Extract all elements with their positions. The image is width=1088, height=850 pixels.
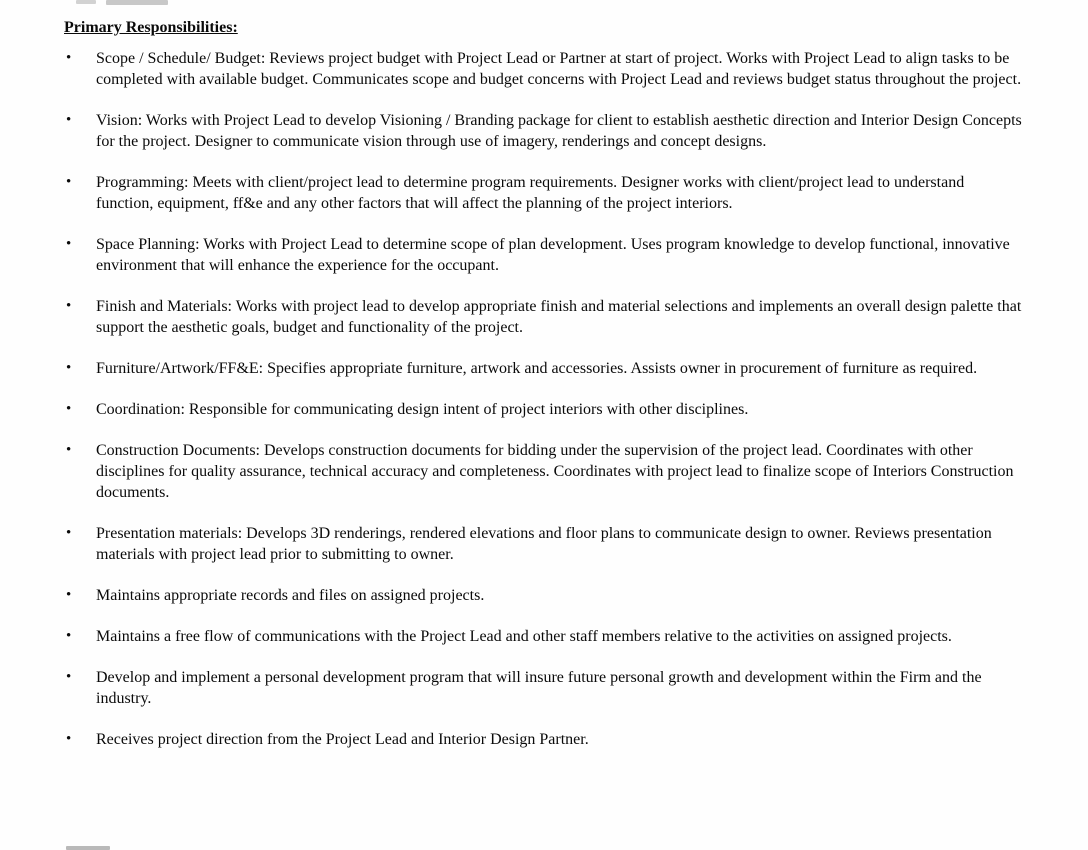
list-item-text: Maintains appropriate records and files on assigned projects. <box>96 587 485 604</box>
list-item <box>0 585 1028 606</box>
list-item-text: Furniture/Artwork/FF&E: Specifies appropriate furniture, artwork and accessories. Assists owner in procurement of furniture as required. <box>96 360 978 377</box>
list-item-text: Space Planning: Works with Project Lead to determine scope of plan development. Uses program knowledge to develop functional, innovative environment that will enhance the experience for the occupant. <box>96 236 1010 274</box>
bullet-icon: • <box>66 731 72 747</box>
list-item <box>0 440 1028 503</box>
list-item-text: Vision: Works with Project Lead to develop Visioning / Branding package for client to establish aesthetic direction and Interior Design Concepts for the project. Designer to communicate vision through use of imagery, renderings and concept designs. <box>96 112 1022 150</box>
list-item-text: Presentation materials: Develops 3D renderings, rendered elevations and floor plans to communicate design to owner. Reviews presentation materials with project lead prior to submitting to owner. <box>96 525 992 563</box>
list-item-text: Programming: Meets with client/project lead to determine program requirements. Designer works with client/project lead to understand function, equipment, ff&e and any other factors that will affect the planning of the project interiors. <box>96 174 965 212</box>
list-item <box>0 172 1028 214</box>
bullet-icon: • <box>66 360 72 376</box>
section-heading: Primary Responsibilities: <box>64 19 238 36</box>
list-item-text: Coordination: Responsible for communicating design intent of project interiors with other disciplines. <box>96 401 749 418</box>
bullet-icon: • <box>66 298 72 314</box>
list-item <box>0 667 1028 709</box>
list-item <box>0 358 1028 379</box>
list-item-text: Maintains a free flow of communications with the Project Lead and other staff members relative to the activities on assigned projects. <box>96 628 952 645</box>
bullet-icon: • <box>66 442 72 458</box>
list-item-text: Scope / Schedule/ Budget: Reviews project budget with Project Lead or Partner at start of project. Works with Project Lead to align tasks to be completed with available budget. Communicates scope and budget concerns with Project Lead and reviews budget status throughout the project. <box>96 50 1022 88</box>
bullet-icon: • <box>66 401 72 417</box>
list-item <box>0 296 1028 338</box>
cropped-text-fragment-top <box>106 0 168 5</box>
bullet-icon: • <box>66 174 72 190</box>
bullet-icon: • <box>66 587 72 603</box>
bullet-icon: • <box>66 112 72 128</box>
cropped-text-fragment-bottom <box>66 846 110 850</box>
bullet-icon: • <box>66 50 72 66</box>
list-item <box>0 626 1028 647</box>
bullet-icon: • <box>66 628 72 644</box>
list-item <box>0 523 1028 565</box>
bullet-icon: • <box>66 669 72 685</box>
list-item-text: Construction Documents: Develops construction documents for bidding under the supervision of the project lead. Coordinates with other disciplines for quality assurance, technical accuracy and completeness. Coordinates with project lead to finalize scope of Interiors Construction documents. <box>96 442 1014 501</box>
list-item <box>0 110 1028 152</box>
bullet-icon: • <box>66 236 72 252</box>
list-item-text: Develop and implement a personal development program that will insure future personal growth and development within the Firm and the industry. <box>96 669 982 707</box>
bullet-icon: • <box>66 525 72 541</box>
list-item <box>0 729 1028 750</box>
list-item <box>0 234 1028 276</box>
responsibilities-list <box>0 48 1088 750</box>
list-item <box>0 399 1028 420</box>
list-item-text: Finish and Materials: Works with project lead to develop appropriate finish and material selections and implements an overall design palette that support the aesthetic goals, budget and functionality of the project. <box>96 298 1022 336</box>
list-item <box>0 48 1028 90</box>
cropped-text-fragment-top <box>76 0 96 4</box>
list-item-text: Receives project direction from the Project Lead and Interior Design Partner. <box>96 731 589 748</box>
